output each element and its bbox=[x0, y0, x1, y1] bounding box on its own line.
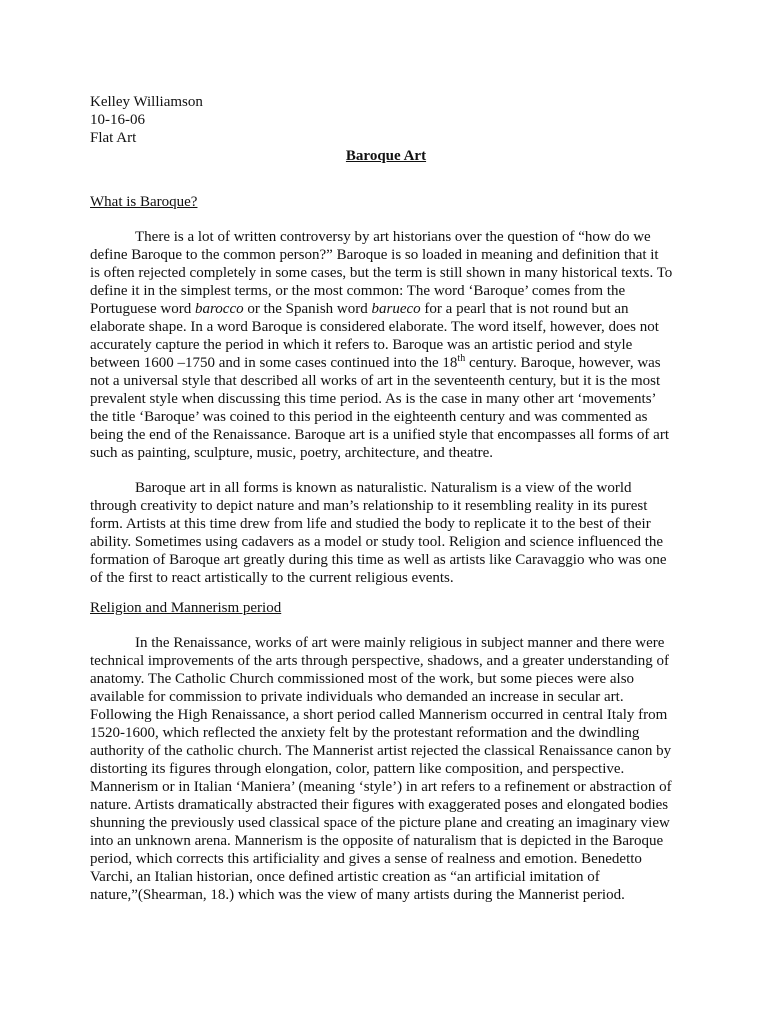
paragraph-line: There is a lot of written controversy by art historians over the question of “how do we bbox=[135, 229, 651, 245]
course-name: Flat Art bbox=[90, 130, 137, 146]
text-segment: or the Spanish word bbox=[243, 301, 372, 317]
section-heading-religion-mannerism: Religion and Mannerism period bbox=[90, 600, 282, 616]
paragraph-line: not a universal style that described all works of art in the seventeenth century, but it is the most bbox=[90, 373, 661, 389]
paragraph-line: Varchi, an Italian historian, once defined artistic creation as “an artificial imitation of bbox=[90, 869, 600, 885]
paragraph-line: 1520-1600, which reflected the anxiety felt by the protestant reformation and the dwindling bbox=[90, 725, 640, 741]
paragraph-line bbox=[90, 300, 682, 318]
document-date: 10-16-06 bbox=[90, 112, 145, 128]
text-segment: between 1600 –1750 and in some cases continued into the 18 bbox=[90, 355, 458, 371]
author-name: Kelley Williamson bbox=[90, 94, 203, 110]
paragraph-line: nature,”(Shearman, 18.) which was the view of many artists during the Mannerist period. bbox=[90, 887, 625, 903]
italic-term: barocco bbox=[195, 301, 244, 317]
text-segment: Portuguese word bbox=[90, 301, 195, 317]
document-page bbox=[90, 93, 682, 904]
paragraph-line: technical improvements of the arts through perspective, shadows, and a greater understanding of bbox=[90, 653, 669, 669]
paragraph-line: form. Artists at this time drew from life and studied the body to replicate it to the best of their bbox=[90, 516, 651, 532]
paragraph-line: Baroque art in all forms is known as naturalistic. Naturalism is a view of the world bbox=[135, 480, 632, 496]
paragraph-line: anatomy. The Catholic Church commissioned most of the work, but some pieces were also bbox=[90, 671, 635, 687]
paragraph bbox=[90, 228, 682, 462]
paragraph-line: nature. Artists dramatically abstracted their figures with exaggerated poses and elongated bodies bbox=[90, 797, 669, 813]
paragraph-line: of the first to react artistically to the current religious events. bbox=[90, 570, 454, 586]
paragraph-line: accurately capture the period in which it refers to. Baroque was an artistic period and style bbox=[90, 337, 633, 353]
document-title: Baroque Art bbox=[345, 148, 427, 164]
paragraph-line: distorting its figures through elongation, color, pattern like composition, and perspective. bbox=[90, 761, 625, 777]
paragraph-line: In the Renaissance, works of art were mainly religious in subject manner and there were bbox=[135, 635, 665, 651]
paragraph-line: through creativity to depict nature and man’s relationship to it resembling reality in its purest bbox=[90, 498, 648, 514]
paragraph-line: the title ‘Baroque’ was coined to this period in the eighteenth century and was commented as bbox=[90, 409, 648, 425]
paragraph-line: into an unknown arena. Mannerism is the opposite of naturalism that is depicted in the Baroque bbox=[90, 833, 664, 849]
text-segment: for a pearl that is not round but an bbox=[420, 301, 629, 317]
paragraph-line: shunning the previously used classical space of the picture plane and creating an imaginary view bbox=[90, 815, 670, 831]
text-segment: century. Baroque, however, was bbox=[465, 355, 661, 371]
section-heading-what-is-baroque: What is Baroque? bbox=[90, 194, 198, 210]
italic-term: barueco bbox=[371, 301, 421, 317]
paragraph-line: being the end of the Renaissance. Baroque art is a unified style that encompasses all forms of art bbox=[90, 427, 669, 443]
paragraph-line: define Baroque to the common person?” Baroque is so loaded in meaning and definition that it bbox=[90, 247, 659, 263]
paragraph-line: such as painting, sculpture, music, poetry, architecture, and theatre. bbox=[90, 445, 494, 461]
paragraph bbox=[90, 634, 682, 904]
paragraph-line bbox=[90, 354, 682, 372]
paragraph-line: Mannerism or in Italian ‘Maniera’ (meaning ‘style’) in art refers to a refinement or abstraction of bbox=[90, 779, 672, 795]
paragraph bbox=[90, 479, 682, 587]
paragraph-line: authority of the catholic church. The Mannerist artist rejected the classical Renaissance canon by bbox=[90, 743, 672, 759]
paragraph-line: elaborate shape. In a word Baroque is considered elaborate. The word itself, however, does not bbox=[90, 319, 659, 335]
paragraph-line: Following the High Renaissance, a short period called Mannerism occurred in central Italy from bbox=[90, 707, 668, 723]
paragraph-line: is often rejected completely in some cases, but the term is still shown in many historical texts. To bbox=[90, 265, 673, 281]
superscript: th bbox=[457, 353, 466, 364]
paragraph-line: ability. Sometimes using cadavers as a model or study tool. Religion and science influenced the bbox=[90, 534, 664, 550]
paragraph-line: available for commission to private individuals who demanded an increase in secular art. bbox=[90, 689, 624, 705]
paragraph-line: prevalent style when discussing this time period. As is the case in many other art ‘movements’ bbox=[90, 391, 657, 407]
paragraph-line: period, which corrects this artificiality and gives a sense of realness and emotion. Benedetto bbox=[90, 851, 642, 867]
paragraph-line: define it in the simplest terms, or the most common: The word ‘Baroque’ comes from the bbox=[90, 283, 626, 299]
paragraph-line: formation of Baroque art greatly during this time as well as artists like Caravaggio who was one bbox=[90, 552, 667, 568]
